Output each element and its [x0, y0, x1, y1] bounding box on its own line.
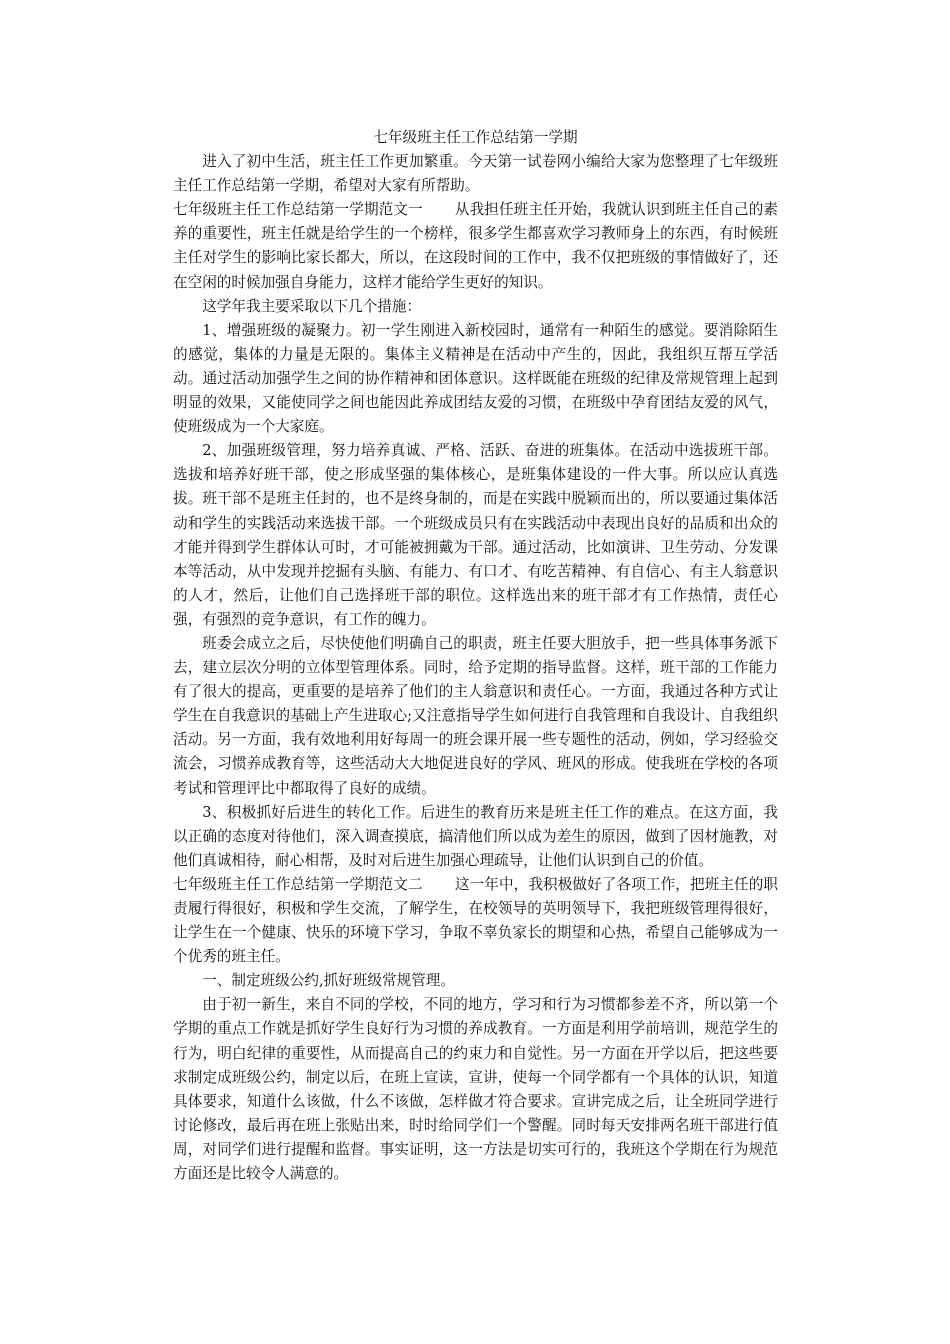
section1-paragraph: 班委会成立之后，尽快使他们明确自己的职责，班主任要大胆放手，把一些具体事务派下去，建立层次分明的立体型管理体系。同时，给予定期的指导监督。这样，班干部的工作能力有了很大的提高，更重要的是培养了他们的主人翁意识和责任心。一方面，我通过各种方式让学生在自我意识的基础上产生进取心;又注意指导学生如何进行自我管理和自我设计、自我组织活动。另一方面，我有效地利用好每周一的班会课开展一些专题性的活动，例如，学习经验交流会，习惯养成教育等，这些活动大大地促进良好的学风、班风的形成。使我班在学校的各项考试和管理评比中都取得了良好的成绩。 [173, 634, 778, 797]
section1-paragraph: 1、增强班级的凝聚力。初一学生刚进入新校园时，通常有一种陌生的感觉。要消除陌生的感觉，集体的力量是无限的。集体主义精神是在活动中产生的，因此，我组织互帮互学活动。通过活动加强学生之间的协作精神和团体意识。这样既能在班级的纪律及常规管理上起到明显的效果，又能使同学之间也能因此养成团结友爱的习惯，在班级中孕育团结友爱的风气，使班级成为一个大家庭。 [173, 321, 778, 436]
section1-block [173, 198, 778, 294]
intro-paragraph: 进入了初中生活，班主任工作更加繁重。今天第一试卷网小编给大家为您整理了七年级班主任工作总结第一学期，希望对大家有所帮助。 [173, 153, 778, 195]
section2-lead: 这一年中，我积极做好了各项工作，把班主任的职责履行得很好，积极和学生交流，了解学生，在校领导的英明领导下，我把班级管理得很好，让学生在一个健康、快乐的环境下学习，争取不辜负家长的期望和心热，希望自己能够成为一个优秀的班主任。 [173, 875, 778, 966]
section1-paragraph: 2、加强班级管理，努力培养真诚、严格、活跃、奋进的班集体。在活动中选拔班干部。选拔和培养好班干部，使之形成坚强的集体核心，是班集体建设的一件大事。所以应认真选拔。班干部不是班主任封的，也不是终身制的，而是在实践中脱颖而出的，所以要通过集体活动和学生的实践活动来选拔干部。一个班级成员只有在实践活动中表现出良好的品质和出众的才能并得到学生群体认可时，才可能被拥戴为干部。通过活动，比如演讲、卫生劳动、分发课本等活动，从中发现并挖掘有头脑、有能力、有口才、有吃苦精神、有自信心、有主人翁意识的人才，然后，让他们自己选择班干部的职位。这样选出来的班干部才有工作热情，责任心强，有强烈的竞争意识，有工作的魄力。 [173, 442, 778, 628]
section1-heading: 七年级班主任工作总结第一学期范文一 [173, 201, 423, 219]
document-title: 七年级班主任工作总结第一学期 [373, 129, 578, 146]
section2-paragraph: 一、制定班级公约,抓好班级常规管理。 [202, 972, 455, 990]
section1-lead: 从我担任班主任开始，我就认识到班主任自己的素养的重要性，班主任就是给学生的一个榜样，很多学生都喜欢学习教师身上的东西，有时候班主任对学生的影响比家长都大，所以，在这段时间的工作中，我不仅把班级的事情做好了，还在空闲的时候加强自身能力，这样才能给学生更好的知识。 [173, 201, 778, 291]
section2-paragraph: 由于初一新生，来自不同的学校，不同的地方，学习和行为习惯都参差不齐，所以第一个学期的重点工作就是抓好学生良好行为习惯的养成教育。一方面是利用学前培训，规范学生的行为，明白纪律的重要性，从而提高自己的约束力和自觉性。另一方面在开学以后，把这些要求制定成班级公约，制定以后，在班上宣读，宣讲，使每一个同学都有一个具体的认识，知道具体要求，知道什么该做，什么不该做，怎样做才符合要求。宣讲完成之后，让全班同学进行讨论修改，最后再在班上张贴出来，时时给同学们一个警醒。同时每天安排两名班干部进行值周，对同学们进行提醒和监督。事实证明，这一方法是切实可行的，我班这个学期在行为规范方面还是比较令人满意的。 [173, 996, 778, 1183]
section2-heading: 七年级班主任工作总结第一学期范文二 [173, 875, 423, 893]
section1-paragraph: 3、积极抓好后进生的转化工作。后进生的教育历来是班主任工作的难点。在这方面，我以正确的态度对待他们，深入调查摸底，搞清他们所以成为差生的原因，做到了因材施教，对他们真诚相待，耐心相帮，及时对后进生加强心理疏导，让他们认识到自己的价值。 [173, 803, 778, 869]
section2-block [173, 873, 778, 969]
section1-paragraph: 这学年我主要采取以下几个措施： [202, 297, 422, 315]
document-body [173, 126, 778, 1186]
